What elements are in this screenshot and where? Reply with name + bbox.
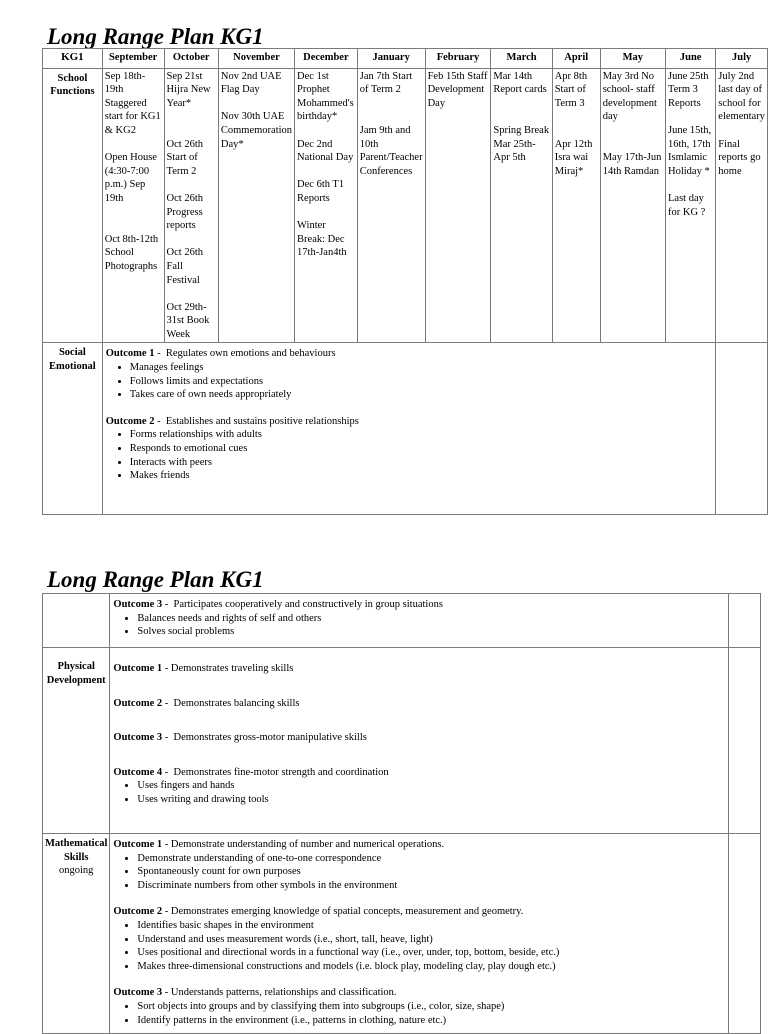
list-item: • Demonstrate understanding of one-to-one correspondence — [137, 852, 725, 866]
outcome-line: Outcome 3 - Understands patterns, relationships and classification. — [113, 987, 397, 999]
event-cell: Nov 2nd UAE Flag Day Nov 30th UAE Commemoration Day* — [218, 68, 294, 343]
empty-cell — [43, 594, 110, 648]
outcome-line: Outcome 2 - Demonstrates emerging knowledge of spatial concepts, measurement and geometry. — [113, 906, 524, 918]
month-header: June — [666, 49, 716, 69]
outcome-text: Regulates own emotions and behaviours — [165, 348, 336, 360]
list-item: • Makes three-dimensional constructions and models (i.e. block play, modeling clay, play dough etc.) — [137, 960, 725, 974]
category-cell — [43, 834, 110, 1034]
outcome-list — [113, 612, 725, 639]
category-label: Social Emotional — [43, 343, 103, 515]
event-cell: Feb 15th Staff Development Day — [425, 68, 491, 343]
outcome-label: Outcome 3 — [113, 732, 163, 744]
event-cell: Sep 21st Hijra New Year* Oct 26th Start of Term 2 Oct 26th Progress reports Oct 26th Fall Festival Oct 29th-31st Book Week — [164, 68, 218, 343]
empty-cell — [729, 834, 761, 1034]
list-item: • Makes friends — [130, 469, 713, 483]
outcome-text: Establishes and sustains positive relationships — [165, 415, 359, 427]
event-cell: July 2nd last day of school for elementary Final reports go home — [716, 68, 768, 343]
event-cell: Jan 7th Start of Term 2 Jam 9th and 10th Parent/Teacher Conferences — [357, 68, 425, 343]
list-item: • Manages feelings — [130, 361, 713, 375]
category-label: Physical Development — [43, 648, 110, 834]
page-title: Long Range Plan KG1 — [47, 567, 264, 592]
header-row — [43, 49, 768, 69]
list-item: • Uses positional and directional words in a functional way (i.e., over, under, top, bottom, beside, etc.) — [137, 946, 725, 960]
outcome-label: Outcome 4 — [113, 766, 163, 778]
outcome-text: Demonstrates gross-motor manipulative skills — [173, 732, 367, 744]
empty-cell — [716, 343, 768, 515]
outcome-text: Demonstrate understanding of number and numerical operations. — [170, 839, 445, 850]
list-item: • Spontaneously count for own purposes — [137, 865, 725, 879]
event-cell: May 3rd No school- staff development day May 17th-Jun 14th Ramdan — [600, 68, 665, 343]
outcome-text: Demonstrates fine-motor strength and coordination — [173, 766, 389, 778]
outcomes-cell — [110, 594, 729, 648]
outcome-label: Outcome 2 — [105, 415, 155, 427]
outcome-list — [106, 428, 713, 482]
month-header: March — [491, 49, 552, 69]
outcome-text: Demonstrates emerging knowledge of spatial concepts, measurement and geometry. — [170, 906, 524, 918]
event-cell: June 25th Term 3 Reports June 15th, 16th, 17th Ismlamic Holiday * Last day for KG ? — [666, 68, 716, 343]
outcome-list — [113, 1000, 725, 1027]
outcome-text: Demonstrates traveling skills — [170, 663, 294, 674]
month-header: April — [552, 49, 600, 69]
outcome-line: Outcome 2 - Demonstrates balancing skills — [113, 697, 300, 709]
outcome-line: Outcome 1 - Demonstrate understanding of number and numerical operations. — [113, 839, 445, 850]
list-item: • Balances needs and rights of self and others — [137, 612, 725, 626]
list-item: • Responds to emotional cues — [130, 442, 713, 456]
outcomes-cell — [110, 834, 729, 1034]
outcome-line: Outcome 2 - Establishes and sustains positive relationships — [105, 415, 359, 427]
outcome-line: Outcome 3 - Participates cooperatively and constructively in group situations — [113, 599, 443, 610]
month-header: September — [102, 49, 164, 69]
list-item: • Uses writing and drawing tools — [137, 793, 725, 807]
list-item: • Identify patterns in the environment (i.e., patterns in clothing, nature etc.) — [137, 1014, 725, 1028]
list-item: • Identifies basic shapes in the environment — [137, 919, 725, 933]
physical-development-row — [43, 648, 761, 834]
outcome-text: Understands patterns, relationships and classification. — [170, 987, 397, 999]
month-header: January — [357, 49, 425, 69]
social-emotional-row — [43, 343, 768, 515]
outcome-label: Outcome 1 — [113, 663, 163, 674]
list-item: • Solves social problems — [137, 625, 725, 639]
outcome-list — [106, 361, 713, 402]
outcome-label: Outcome 3 — [113, 599, 163, 610]
long-range-plan-table — [42, 48, 768, 515]
outcome-label: Outcome 1 — [105, 348, 155, 360]
outcome-label: Outcome 2 — [113, 697, 163, 709]
empty-cell — [729, 594, 761, 648]
empty-cell — [729, 648, 761, 834]
school-functions-row — [43, 68, 768, 343]
list-item: • Discriminate numbers from other symbols in the environment — [137, 879, 725, 893]
month-header: February — [425, 49, 491, 69]
month-header: July — [716, 49, 768, 69]
outcome-line: Outcome 1 - Regulates own emotions and behaviours — [105, 348, 336, 360]
category-sublabel: ongoing — [58, 865, 94, 877]
outcome-label: Outcome 3 — [113, 987, 163, 999]
month-header: October — [164, 49, 218, 69]
event-cell: Dec 1st Prophet Mohammed's birthday* Dec 2nd National Day Dec 6th T1 Reports Winter Break: Dec 17th-Jan4th — [295, 68, 358, 343]
outcome-text: Participates cooperatively and constructively in group situations — [173, 599, 443, 610]
outcomes-cell — [110, 648, 729, 834]
outcome-label: Outcome 1 — [113, 839, 163, 850]
list-item: • Understand and uses measurement words (i.e., short, tall, heave, light) — [137, 933, 725, 947]
long-range-plan-table-continued — [42, 593, 761, 1034]
month-header: November — [218, 49, 294, 69]
outcome-label: Outcome 2 — [113, 906, 163, 918]
outcomes-cell — [102, 343, 716, 515]
list-item: • Uses fingers and hands — [137, 779, 725, 793]
social-emotional-cont-row — [43, 594, 761, 648]
outcome-list — [113, 919, 725, 973]
outcome-line: Outcome 3 - Demonstrates gross-motor manipulative skills — [113, 732, 367, 744]
list-item: • Interacts with peers — [130, 456, 713, 470]
month-header: May — [600, 49, 665, 69]
outcome-line: Outcome 1 - Demonstrates traveling skills — [113, 663, 294, 674]
page-title: Long Range Plan KG1 — [47, 24, 264, 49]
list-item: • Forms relationships with adults — [130, 428, 713, 442]
outcome-line: Outcome 4 - Demonstrates fine-motor strength and coordination — [113, 766, 389, 778]
list-item: • Sort objects into groups and by classifying them into subgroups (i.e., color, size, shape) — [137, 1000, 725, 1014]
category-label: Mathematical Skills — [45, 838, 108, 863]
grade-header: KG1 — [43, 49, 103, 69]
category-label: School Functions — [43, 68, 103, 343]
event-cell: Apr 8th Start of Term 3 Apr 12th Isra wai Miraj* — [552, 68, 600, 343]
event-cell: Sep 18th-19th Staggered start for KG1 & KG2 Open House (4:30-7:00 p.m.) Sep 19th Oct 8th-12th School Photographs — [102, 68, 164, 343]
event-cell: Mar 14th Report cards Spring Break Mar 25th-Apr 5th — [491, 68, 552, 343]
month-header: December — [295, 49, 358, 69]
outcome-text: Demonstrates balancing skills — [173, 697, 300, 709]
list-item: • Takes care of own needs appropriately — [130, 388, 713, 402]
mathematical-skills-row — [43, 834, 761, 1034]
list-item: • Follows limits and expectations — [130, 375, 713, 389]
outcome-list — [113, 852, 725, 893]
outcome-list — [113, 779, 725, 806]
